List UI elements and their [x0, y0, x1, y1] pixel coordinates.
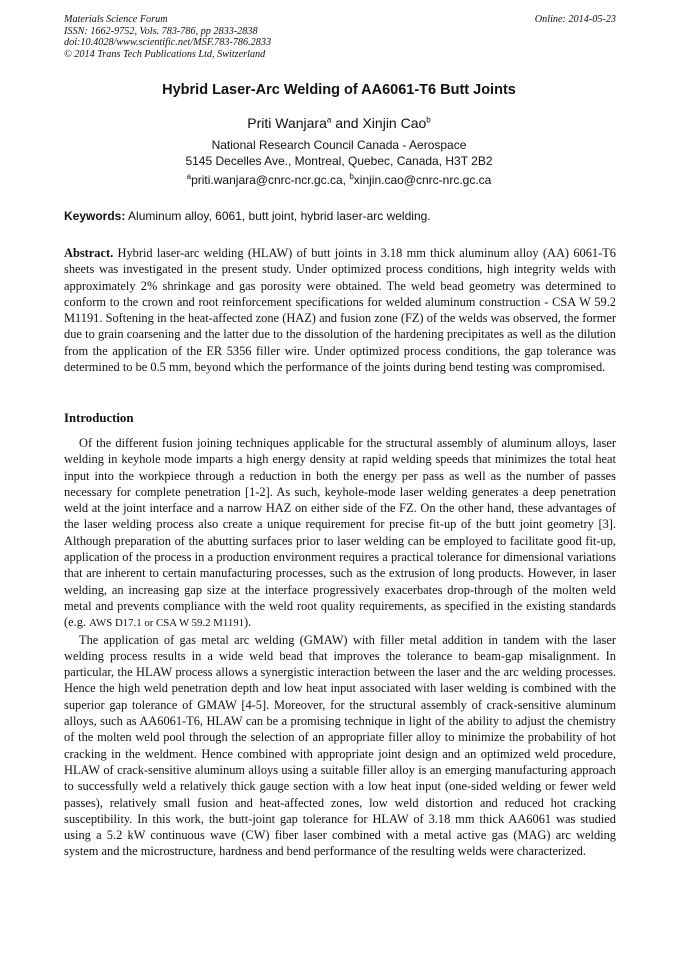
paragraph-text-end: ). — [244, 615, 252, 630]
email-superscript: a — [186, 172, 192, 181]
paragraph — [64, 435, 616, 632]
journal-header — [64, 14, 616, 60]
author-name: Priti Wanjara — [247, 115, 327, 131]
paper-title: Hybrid Laser-Arc Welding of AA6061-T6 Butt Joints — [162, 82, 516, 98]
author-superscript: b — [426, 115, 431, 125]
keywords — [64, 209, 616, 223]
abstract-label: Abstract. — [64, 246, 114, 260]
doi-line[interactable]: doi:10.4028/www.scientific.net/MSF.783-786.2833 — [64, 37, 272, 48]
author-superscript: a — [326, 115, 332, 125]
paragraph: The application of gas metal arc welding (GMAW) with filler metal addition in tandem with the laser welding process results in a wide weld bead that improves the tolerance to beam-gap misalignment. In particular, the HLAW process allows a synergistic interaction between the laser and the arc welding processes. Hence the high weld penetration depth and low heat input associated with laser welding is combined with the superior gap tolerance of GMAW [4-5]. Moreover, for the structural assembly of crack-sensitive aluminum alloys, such as AA6061-T6, HLAW can be a promising technique in light of the ability to adjust the chemistry of the molten weld pool through the selection of an appropriate filler alloy to minimize the probability of hot cracking in the weldment. Hence combined with appropriate joint design and an optimized weld procedure, HLAW of crack-sensitive aluminum alloys using a suitable filler alloy is an emerging manufacturing approach to successfully weld a relatively thick gauge section with a low heat input (one-sided welding or fewer weld passes), relatively small fusion and heat-affected zones, low weld distortion and reduced hot cracking susceptibility. In this work, the butt-joint gap tolerance for HLAW of 3.18 mm thick AA6061 was studied using a 5.2 kW continuous wave (CW) fiber laser combined with a metal active gas (MAG) arc welding system and the microstructure, hardness and bend performance of the resulting welds were characterized. — [64, 632, 616, 859]
issn-line: ISSN: 1662-9752, Vols. 783-786, pp 2833-2838 — [64, 25, 258, 37]
section-heading-introduction: Introduction — [64, 411, 134, 425]
abstract — [64, 245, 616, 375]
author-connector: and — [331, 115, 363, 131]
author-name: Xinjin Cao — [362, 115, 427, 131]
email-link[interactable]: priti.wanjara@cnrc-ncr.gc.ca, — [191, 173, 350, 187]
affiliation-line: 5145 Decelles Ave., Montreal, Quebec, Canada, H3T 2B2 — [185, 154, 493, 168]
keywords-text: Aluminum alloy, 6061, butt joint, hybrid laser-arc welding. — [125, 209, 431, 223]
journal-name: Materials Science Forum — [64, 14, 168, 25]
keywords-label: Keywords: — [64, 209, 126, 223]
affiliation — [0, 137, 678, 169]
abstract-text: Hybrid laser-arc welding (HLAW) of butt joints in 3.18 mm thick aluminum alloy (AA) 6061-T6 sheets was investigated in the present study. Under optimized process conditions, high integrity welds with approximately 2% shrinkage and gas porosity were obtained. The weld bead geometry was determined to conform to the crown and root reinforcement specifications for welded aluminum construction - CSA W 59.2 M1191. Softening in the heat-affected zone (HAZ) and fusion zone (FZ) of the welds was observed, the former due to grain coarsening and the latter due to the dissolution of the hardening precipitates as well as the dilution from the application of the ER 5356 filler wire. Under optimized process conditions, the gap tolerance was determined to be 0.5 mm, beyond which the performance of the joints during bend testing was compromised. — [64, 246, 616, 375]
author-line — [0, 115, 678, 131]
email-superscript: b — [349, 172, 354, 181]
affiliation-line: National Research Council Canada - Aerospace — [211, 138, 467, 152]
email-link[interactable]: xinjin.cao@cnrc-nrc.gc.ca — [353, 173, 492, 187]
author-emails — [0, 173, 678, 187]
standards-reference: AWS D17.1 or CSA W 59.2 M1191 — [89, 617, 245, 630]
paragraph-text: Of the different fusion joining techniques applicable for the structural assembly of aluminum alloys, laser welding in keyhole mode imparts a high energy density at rapid welding speeds that minimizes the total heat input into the workpiece through a reduction in both the energy per pass as well as the number of passes necessary for complete penetration [1-2]. As such, keyhole-mode laser welding generates a deep penetration weld at the joint interface and a narrow HAZ on either side of the FZ. On the other hand, these advantages of the laser welding process also create a unique requirement for precise fit-up of the butt joint geometry [3]. Although preparation of the abutting surfaces prior to laser welding can be employed to facilitate good fit-up, application of the process in a production environment requires a practical tolerance for dimensional variations that are inherent to certain manufacturing processes, such as the extrusion of long products. However, in laser welding, an increasing gap size at the interface progressively exacerbates drop-through of the molten weld metal and prevents compliance with the weld root quality requirements, as specified in the existing standards (e.g. — [64, 436, 616, 630]
introduction-body — [64, 435, 616, 860]
online-date: Online: 2014-05-23 — [534, 14, 616, 25]
copyright-line: © 2014 Trans Tech Publications Ltd, Switzerland — [64, 48, 266, 60]
